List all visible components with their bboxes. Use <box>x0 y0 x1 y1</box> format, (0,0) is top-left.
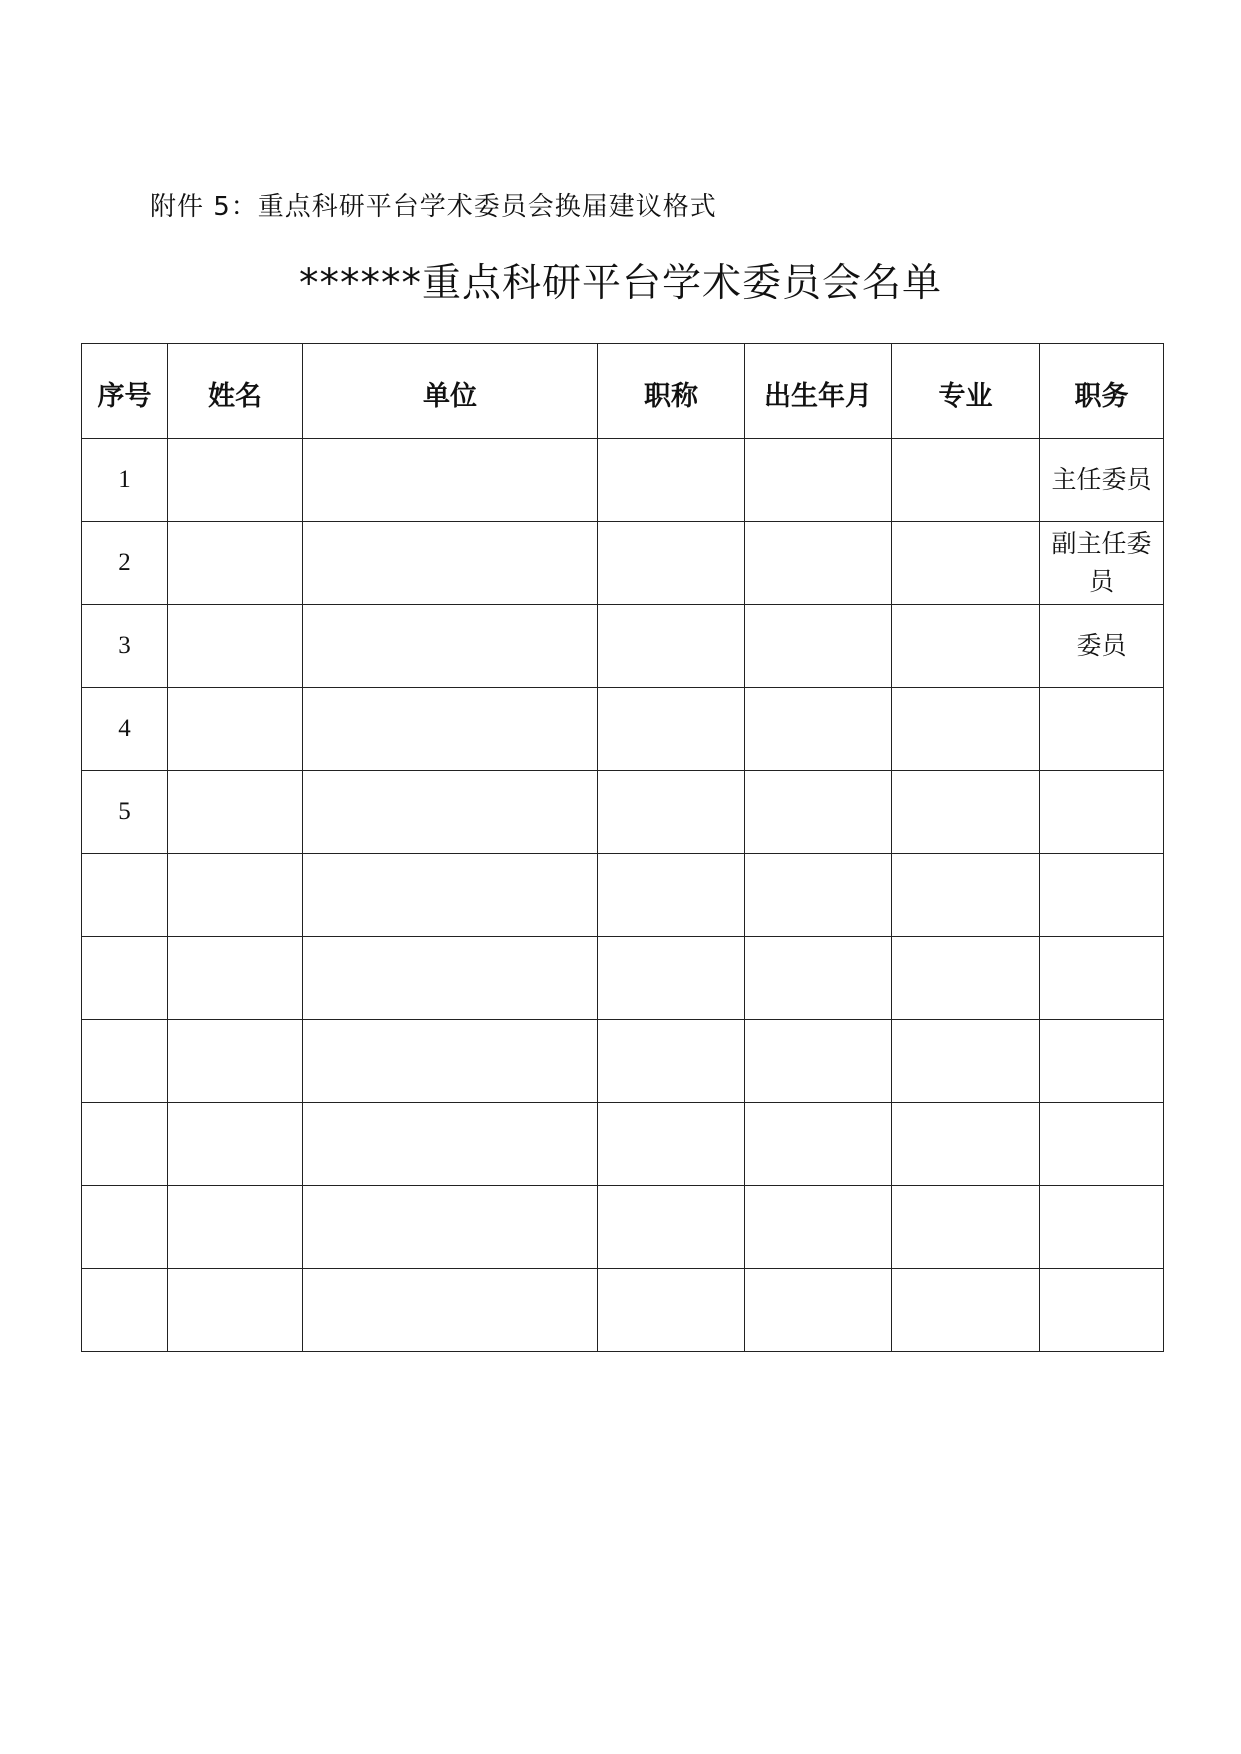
table-row <box>82 1186 1164 1269</box>
name-cell <box>168 522 303 605</box>
table-row <box>82 937 1164 1020</box>
seq-cell: 1 <box>82 439 168 522</box>
role-cell <box>1040 688 1164 771</box>
unit-cell <box>303 522 598 605</box>
seq-cell: 2 <box>82 522 168 605</box>
title-cell <box>598 1186 745 1269</box>
header-unit: 单位 <box>303 344 598 439</box>
unit-cell <box>303 937 598 1020</box>
seq-cell <box>82 1186 168 1269</box>
birth-cell <box>745 1020 892 1103</box>
birth-cell <box>745 439 892 522</box>
title-cell <box>598 605 745 688</box>
title-cell <box>598 1269 745 1352</box>
unit-cell <box>303 771 598 854</box>
name-cell <box>168 771 303 854</box>
role-cell: 委员 <box>1040 605 1164 688</box>
seq-cell: 5 <box>82 771 168 854</box>
name-cell <box>168 439 303 522</box>
birth-cell <box>745 605 892 688</box>
major-cell <box>892 1020 1040 1103</box>
role-cell <box>1040 854 1164 937</box>
table-row <box>82 688 1164 771</box>
table-row <box>82 1020 1164 1103</box>
birth-cell <box>745 937 892 1020</box>
role-cell <box>1040 1103 1164 1186</box>
role-cell <box>1040 1269 1164 1352</box>
role-cell <box>1040 1186 1164 1269</box>
header-role: 职务 <box>1040 344 1164 439</box>
table-body <box>82 439 1164 1352</box>
seq-cell <box>82 1020 168 1103</box>
unit-cell <box>303 1186 598 1269</box>
committee-roster-table <box>81 343 1164 1352</box>
seq-cell: 3 <box>82 605 168 688</box>
unit-cell <box>303 1269 598 1352</box>
document-title: ******重点科研平台学术委员会名单 <box>298 261 942 306</box>
major-cell <box>892 1103 1040 1186</box>
table-row <box>82 1103 1164 1186</box>
name-cell <box>168 1186 303 1269</box>
table-row <box>82 605 1164 688</box>
title-cell <box>598 522 745 605</box>
unit-cell <box>303 1103 598 1186</box>
title-cell <box>598 1103 745 1186</box>
role-cell: 主任委员 <box>1040 439 1164 522</box>
seq-cell <box>82 1269 168 1352</box>
role-cell: 副主任委员 <box>1040 522 1164 605</box>
table-row <box>82 522 1164 605</box>
header-birth: 出生年月 <box>745 344 892 439</box>
title-cell <box>598 854 745 937</box>
table-header-row <box>82 344 1164 439</box>
birth-cell <box>745 771 892 854</box>
major-cell <box>892 522 1040 605</box>
table-row <box>82 854 1164 937</box>
attachment-subtitle: 附件 5：重点科研平台学术委员会换届建议格式 <box>150 192 717 222</box>
seq-cell <box>82 937 168 1020</box>
birth-cell <box>745 854 892 937</box>
seq-cell: 4 <box>82 688 168 771</box>
name-cell <box>168 1020 303 1103</box>
title-cell <box>598 937 745 1020</box>
birth-cell <box>745 688 892 771</box>
major-cell <box>892 439 1040 522</box>
role-cell <box>1040 937 1164 1020</box>
role-cell <box>1040 771 1164 854</box>
title-cell <box>598 688 745 771</box>
unit-cell <box>303 439 598 522</box>
header-name: 姓名 <box>168 344 303 439</box>
major-cell <box>892 605 1040 688</box>
birth-cell <box>745 1186 892 1269</box>
major-cell <box>892 1186 1040 1269</box>
name-cell <box>168 1103 303 1186</box>
name-cell <box>168 688 303 771</box>
birth-cell <box>745 1103 892 1186</box>
unit-cell <box>303 1020 598 1103</box>
major-cell <box>892 688 1040 771</box>
header-major: 专业 <box>892 344 1040 439</box>
major-cell <box>892 1269 1040 1352</box>
table-row <box>82 1269 1164 1352</box>
title-cell <box>598 771 745 854</box>
major-cell <box>892 854 1040 937</box>
birth-cell <box>745 522 892 605</box>
unit-cell <box>303 605 598 688</box>
seq-cell <box>82 854 168 937</box>
name-cell <box>168 605 303 688</box>
birth-cell <box>745 1269 892 1352</box>
unit-cell <box>303 688 598 771</box>
name-cell <box>168 1269 303 1352</box>
name-cell <box>168 937 303 1020</box>
title-cell <box>598 439 745 522</box>
table-row <box>82 771 1164 854</box>
unit-cell <box>303 854 598 937</box>
name-cell <box>168 854 303 937</box>
role-cell <box>1040 1020 1164 1103</box>
title-cell <box>598 1020 745 1103</box>
major-cell <box>892 771 1040 854</box>
header-seq: 序号 <box>82 344 168 439</box>
header-title: 职称 <box>598 344 745 439</box>
table-row <box>82 439 1164 522</box>
seq-cell <box>82 1103 168 1186</box>
major-cell <box>892 937 1040 1020</box>
